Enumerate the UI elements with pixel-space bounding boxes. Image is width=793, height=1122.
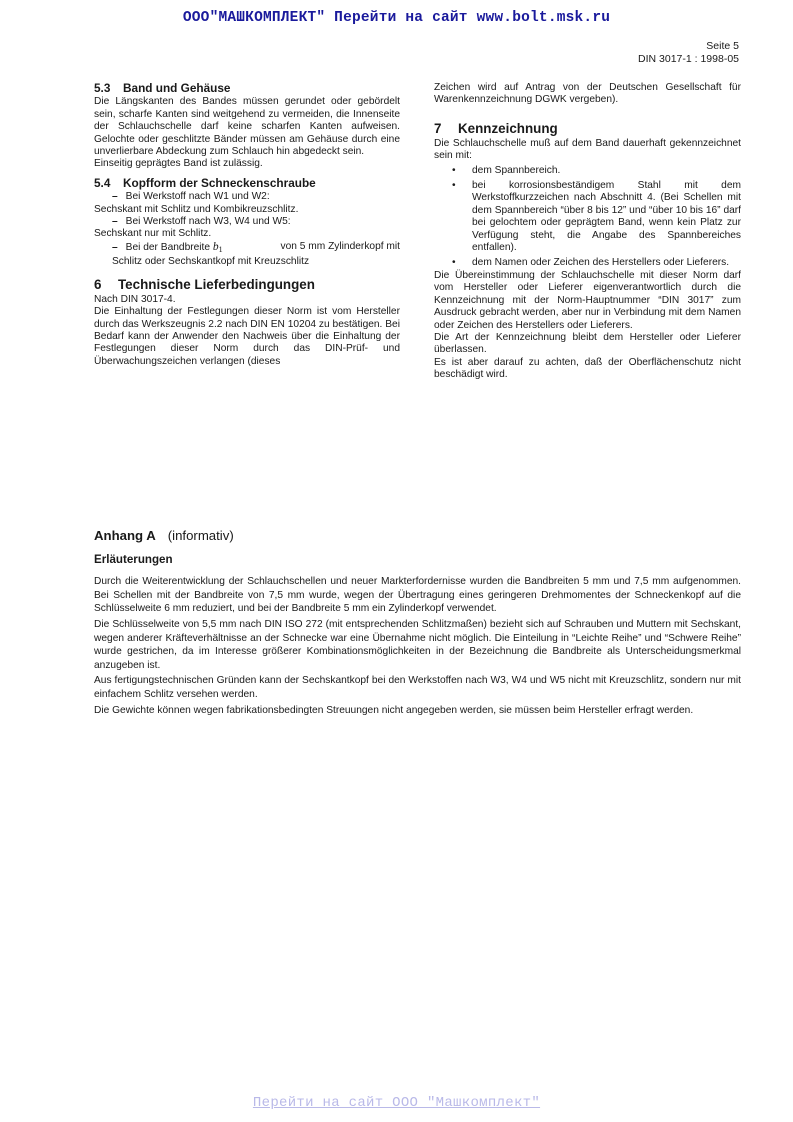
section-7-marking-type: Die Art der Kennzeichnung bleibt dem Hersteller oder Lieferer überlassen. (434, 331, 741, 356)
list-item-continuation: Sechskant mit Schlitz und Kombikreuzschlitz. (94, 203, 299, 215)
variable-symbol: b (212, 240, 219, 253)
annex-a (94, 529, 741, 719)
section-number: 7 (434, 120, 442, 136)
dash-marker: – (112, 191, 118, 203)
annex-title (94, 529, 741, 543)
annex-label: Anhang A (94, 528, 156, 543)
dash-list-item (94, 241, 400, 256)
section-title: Band und Gehäuse (123, 81, 231, 95)
footer-site-link[interactable]: Перейти на сайт ООО "Машкомплект" (252, 1095, 541, 1111)
bullet-list-item (434, 257, 741, 269)
section-6-reference: Nach DIN 3017-4. (94, 293, 176, 305)
section-7-heading (434, 121, 741, 136)
section-number: 5.3 (94, 81, 111, 95)
annex-paragraph: Die Gewichte können wegen fabrikationsbedingten Streuungen nicht angegeben werden, sie müssen beim Hersteller erfragt werden. (94, 704, 694, 716)
dash-marker: – (112, 241, 118, 253)
section-number: 6 (94, 276, 102, 292)
list-item-text: Bei Werkstoff nach W3, W4 und W5: (125, 216, 291, 228)
left-column (94, 82, 400, 368)
section-6-body-continued: Zeichen wird auf Antrag von der Deutschen Gesellschaft für Warenkennzeichnung DGWK vergeben). (434, 82, 741, 106)
bullet-text: bei korrosionsbeständigem Stahl mit dem Werkstoffkurzzeichen nach Abschnitt 4. (Bei Schellen mit dem Spannbereich “über 8 bis 12” und “über 10 bis 16” darf bei gelochtem oder geprägtem Band, wenn kein Platz zur Verfügung steht, die Angabe des Spannbereiches entfallen). (472, 180, 741, 254)
document-id: DIN 3017-1 : 1998-05 (638, 53, 739, 65)
list-item-continuation: Schlitz oder Sechskantkopf mit Kreuzschlitz (112, 256, 310, 268)
dash-list (94, 191, 400, 268)
bullet-marker: • (452, 164, 456, 176)
variable-b1 (213, 241, 223, 253)
bullet-marker: • (452, 257, 456, 269)
annex-paragraph: Durch die Weiterentwicklung der Schlauchschellen und neuer Markterfordernisse wurden die Bandbreiten 5 mm und 7,5 mm aufgenommen. Bei Schellen mit der Bandbreite von 7,5 mm wurde, wegen der Übertragung eines geringeren Drehmomentes der Schneckenkopf auf die Schlüsselweite 6 mm reduziert, und bei der Bandbreite 5 mm ein Zylinderkopf verwendet. (94, 576, 741, 615)
dash-list-item (94, 191, 400, 203)
section-title: Kennzeichnung (458, 120, 558, 136)
site-banner-link[interactable]: ООО"МАШКОМПЛЕКТ" Перейти на сайт www.bolt.msk.ru (182, 10, 611, 26)
list-item-continuation: Sechskant nur mit Schlitz. (94, 228, 212, 240)
section-7-intro: Die Schlauchschelle muß auf dem Band dauerhaft gekennzeichnet sein mit: (434, 137, 741, 162)
section-5-4-heading (94, 177, 400, 189)
list-item-text-cont: von 5 mm Zylinderkopf mit (280, 240, 400, 252)
page-number: Seite 5 (706, 40, 739, 52)
bullet-list-item (434, 165, 741, 177)
annex-heading: Erläuterungen (94, 552, 173, 566)
section-7-surface-note: Es ist aber darauf zu achten, daß der Oberflächenschutz nicht beschädigt wird. (434, 356, 741, 381)
section-7-conformity: Die Übereinstimmung der Schlauchschelle mit dieser Norm darf vom Hersteller oder Lieferer eigenverantwortlich durch die Kennzeichnung mit der Norm-Hauptnummer “DIN 3017” zum Ausdruck gebracht werden, aber nur in Verbindung mit dem Namen oder Zeichen des Herstellers oder Lieferers. (434, 269, 741, 331)
right-column (434, 82, 741, 382)
list-item-text: Bei Werkstoff nach W1 und W2: (125, 191, 270, 203)
section-5-3-body: Die Längskanten des Bandes müssen gerundet oder gebördelt sein, scharfe Kanten sind weitgehend zu vermeiden, die Innenseite der Schlauchschelle darf keine scharfen Kanten aufweisen. Gelochte oder geschlitzte Bänder müssen am Gehäuse durch eine unverlierbare Abdeckung zum Schlauch hin abgedeckt sein. (94, 96, 400, 158)
section-6-heading (94, 277, 400, 292)
section-5-3-heading (94, 82, 400, 94)
bullet-marker: • (452, 180, 456, 192)
page-header (638, 40, 739, 66)
bullet-list (434, 165, 741, 270)
annex-type: (informativ) (167, 528, 234, 543)
section-title: Technische Lieferbedingungen (118, 276, 315, 292)
annex-paragraph: Aus fertigungstechnischen Gründen kann der Sechskantkopf bei den Werkstoffen nach W3, W4 und W5 nicht mit Kreuzschlitz, sondern nur mit einfachem Schlitz versehen werden. (94, 675, 741, 700)
dash-list-item (94, 216, 400, 228)
bullet-text: dem Spannbereich. (472, 164, 561, 176)
annex-paragraph: Die Schlüsselweite von 5,5 mm nach DIN ISO 272 (mit entsprechenden Schlitzmaßen) bezieht sich auf Schrauben und Muttern mit Sechskant, wegen anderer Kräfteverhältnisse an der Schnecke war eine Übernahme nicht möglich. Die Einteilung in “Leichte Reihe” und “Schwere Reihe” wurde gestrichen, da im Interesse größerer Kombinationsmöglichkeiten in der Bezeichnung die Bandbreite als Unterscheidungsmerkmal anzugeben ist. (94, 618, 741, 671)
bullet-text: dem Namen oder Zeichen des Herstellers oder Lieferers. (472, 257, 730, 269)
list-item-text: Bei der Bandbreite (125, 241, 211, 253)
section-title: Kopfform der Schneckenschraube (123, 175, 316, 190)
section-5-3-note: Einseitig geprägtes Band ist zulässig. (94, 158, 263, 170)
variable-subscript: 1 (218, 244, 223, 254)
section-number: 5.4 (94, 175, 111, 190)
section-6-body: Die Einhaltung der Festlegungen dieser Norm ist vom Hersteller durch das Werkszeugnis 2.2 nach DIN EN 10204 zu bestätigen. Bei Bedarf kann der Anwender den Nachweis über die Einhaltung der Festlegungen dieser Norm durch das DIN-Prüf- und Überwachungszeichen verlangen (dieses (94, 306, 400, 367)
bullet-list-item (434, 180, 741, 254)
dash-marker: – (112, 216, 118, 228)
